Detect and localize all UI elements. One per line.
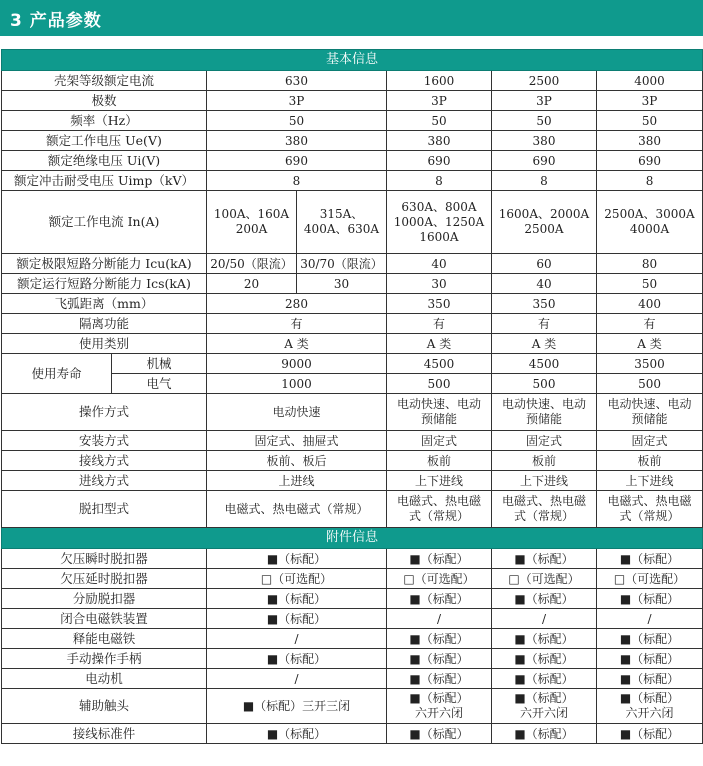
table-row bbox=[2, 354, 703, 374]
cell-line: 预储能 bbox=[631, 412, 668, 426]
table-cell: / bbox=[492, 609, 597, 629]
table-cell: ■（标配） bbox=[387, 669, 492, 689]
cell-line: 1600A、2000A bbox=[498, 207, 590, 221]
row-label: 飞弧距离（mm） bbox=[2, 294, 207, 314]
table-cell: □（可选配） bbox=[597, 569, 703, 589]
table-cell: 8 bbox=[387, 171, 492, 191]
table-cell: 20/50（限流） bbox=[207, 254, 297, 274]
table-cell: 30 bbox=[387, 274, 492, 294]
table-cell: ■（标配） bbox=[387, 649, 492, 669]
row-label: 接线方式 bbox=[2, 451, 207, 471]
section-basic-title: 基本信息 bbox=[2, 50, 703, 71]
cell-line: 六开六闭 bbox=[414, 706, 463, 720]
section-title: 3 产品参数 bbox=[10, 11, 102, 31]
table-cell: / bbox=[207, 669, 387, 689]
row-sublabel: 电气 bbox=[112, 374, 207, 394]
cell-line: 预储能 bbox=[420, 412, 457, 426]
table-row bbox=[2, 471, 703, 491]
cell-line: 315A、 bbox=[319, 207, 364, 221]
table-cell: 电动快速 bbox=[207, 394, 387, 431]
table-cell bbox=[492, 191, 597, 254]
row-label: 隔离功能 bbox=[2, 314, 207, 334]
row-label: 脱扣型式 bbox=[2, 491, 207, 528]
table-cell bbox=[597, 689, 703, 724]
table-cell: ■（标配） bbox=[207, 589, 387, 609]
row-label: 极数 bbox=[2, 91, 207, 111]
cell-line: 式（常规） bbox=[408, 509, 469, 523]
cell-line: 电磁式、热电磁 bbox=[396, 494, 481, 508]
table-cell: □（可选配） bbox=[207, 569, 387, 589]
table-cell: 500 bbox=[492, 374, 597, 394]
table-cell: ■（标配）三开三闭 bbox=[207, 689, 387, 724]
table-cell: 690 bbox=[207, 151, 387, 171]
table-cell: ■（标配） bbox=[387, 629, 492, 649]
table-cell: 50 bbox=[597, 111, 703, 131]
table-cell: A 类 bbox=[387, 334, 492, 354]
table-cell bbox=[597, 394, 703, 431]
table-cell: 60 bbox=[492, 254, 597, 274]
row-label: 接线标准件 bbox=[2, 724, 207, 744]
table-cell: 380 bbox=[597, 131, 703, 151]
table-cell: 30 bbox=[297, 274, 387, 294]
table-cell: 板前 bbox=[492, 451, 597, 471]
cell-line: 2500A、3000A bbox=[604, 207, 695, 221]
table-cell: 固定式 bbox=[387, 431, 492, 451]
table-cell: 80 bbox=[597, 254, 703, 274]
section-row-accessory bbox=[2, 528, 703, 549]
table-row bbox=[2, 609, 703, 629]
cell-line: 2500A bbox=[524, 222, 564, 236]
table-cell: 380 bbox=[492, 131, 597, 151]
table-cell: 有 bbox=[492, 314, 597, 334]
table-row bbox=[2, 569, 703, 589]
table-cell: 30/70（限流） bbox=[297, 254, 387, 274]
table-cell: 690 bbox=[387, 151, 492, 171]
row-label: 使用类别 bbox=[2, 334, 207, 354]
table-cell: 3500 bbox=[597, 354, 703, 374]
table-row bbox=[2, 91, 703, 111]
row-label: 安装方式 bbox=[2, 431, 207, 451]
row-label: 额定绝缘电压 Ui(V) bbox=[2, 151, 207, 171]
table-cell: 20 bbox=[207, 274, 297, 294]
cell-line: 预储能 bbox=[525, 412, 562, 426]
cell-line: 式（常规） bbox=[513, 509, 574, 523]
table-cell: 有 bbox=[207, 314, 387, 334]
section-accessory-title: 附件信息 bbox=[2, 528, 703, 549]
table-cell: 8 bbox=[207, 171, 387, 191]
cell-line: 电磁式、热电磁 bbox=[501, 494, 586, 508]
table-cell: ■（标配） bbox=[597, 669, 703, 689]
row-label: 使用寿命 bbox=[2, 354, 112, 394]
table-cell: 380 bbox=[387, 131, 492, 151]
table-row bbox=[2, 274, 703, 294]
table-cell: 2500 bbox=[492, 71, 597, 91]
table-cell: 1600 bbox=[387, 71, 492, 91]
table-cell: 8 bbox=[597, 171, 703, 191]
row-label: 释能电磁铁 bbox=[2, 629, 207, 649]
table-row bbox=[2, 171, 703, 191]
cell-line: 电动快速、电动 bbox=[396, 397, 481, 411]
table-cell: 4000 bbox=[597, 71, 703, 91]
table-cell: 板前 bbox=[597, 451, 703, 471]
table-cell bbox=[387, 394, 492, 431]
table-cell bbox=[387, 689, 492, 724]
table-cell: ■（标配） bbox=[387, 549, 492, 569]
table-cell: ■（标配） bbox=[207, 724, 387, 744]
table-row bbox=[2, 629, 703, 649]
cell-line: 六开六闭 bbox=[625, 706, 674, 720]
table-cell: ■（标配） bbox=[492, 589, 597, 609]
cell-line: ■（标配） bbox=[514, 691, 574, 705]
table-cell: 380 bbox=[207, 131, 387, 151]
table-cell bbox=[597, 191, 703, 254]
row-label: 手动操作手柄 bbox=[2, 649, 207, 669]
table-cell: 40 bbox=[387, 254, 492, 274]
row-label: 额定工作电压 Ue(V) bbox=[2, 131, 207, 151]
table-cell: ■（标配） bbox=[387, 724, 492, 744]
cell-line: ■（标配） bbox=[619, 691, 680, 705]
row-label: 闭合电磁铁装置 bbox=[2, 609, 207, 629]
table-row bbox=[2, 724, 703, 744]
table-row bbox=[2, 314, 703, 334]
table-cell: 3P bbox=[492, 91, 597, 111]
table-cell: ■（标配） bbox=[387, 589, 492, 609]
table-cell: A 类 bbox=[597, 334, 703, 354]
table-cell: 9000 bbox=[207, 354, 387, 374]
table-row bbox=[2, 131, 703, 151]
cell-line: 1000A、1250A bbox=[393, 214, 485, 229]
table-row bbox=[2, 649, 703, 669]
table-cell: A 类 bbox=[207, 334, 387, 354]
table-cell: ■（标配） bbox=[492, 649, 597, 669]
table-cell: 500 bbox=[387, 374, 492, 394]
table-cell: 350 bbox=[387, 294, 492, 314]
product-parameters-table bbox=[1, 49, 703, 744]
table-cell: 3P bbox=[207, 91, 387, 111]
cell-line: 400A、630A bbox=[303, 222, 380, 236]
table-row bbox=[2, 394, 703, 431]
cell-line: 200A bbox=[235, 222, 268, 236]
row-label: 欠压瞬时脱扣器 bbox=[2, 549, 207, 569]
table-cell: 630 bbox=[207, 71, 387, 91]
cell-line: 1600A bbox=[419, 229, 459, 244]
row-label: 额定极限短路分断能力 Icu(kA) bbox=[2, 254, 207, 274]
table-cell: 3P bbox=[387, 91, 492, 111]
table-cell: 4500 bbox=[387, 354, 492, 374]
table-cell bbox=[207, 191, 297, 254]
cell-line: 100A、160A bbox=[213, 207, 290, 221]
row-sublabel: 机械 bbox=[112, 354, 207, 374]
row-label: 额定冲击耐受电压 Uimp（kV） bbox=[2, 171, 207, 191]
table-cell bbox=[387, 191, 492, 254]
table-cell: 固定式、抽屉式 bbox=[207, 431, 387, 451]
table-row bbox=[2, 549, 703, 569]
row-label: 辅助触头 bbox=[2, 689, 207, 724]
table-cell: 50 bbox=[492, 111, 597, 131]
table-cell: / bbox=[387, 609, 492, 629]
table-row bbox=[2, 151, 703, 171]
table-cell: 50 bbox=[387, 111, 492, 131]
row-label: 欠压延时脱扣器 bbox=[2, 569, 207, 589]
table-row bbox=[2, 689, 703, 724]
table-row bbox=[2, 111, 703, 131]
table-cell: ■（标配） bbox=[207, 609, 387, 629]
table-row bbox=[2, 431, 703, 451]
table-cell: 350 bbox=[492, 294, 597, 314]
table-row bbox=[2, 254, 703, 274]
table-cell: ■（标配） bbox=[492, 669, 597, 689]
table-cell: 50 bbox=[207, 111, 387, 131]
table-cell: ■（标配） bbox=[207, 549, 387, 569]
table-cell bbox=[297, 191, 387, 254]
table-cell: □（可选配） bbox=[387, 569, 492, 589]
table-cell: 上下进线 bbox=[387, 471, 492, 491]
table-cell bbox=[492, 394, 597, 431]
table-cell: ■（标配） bbox=[207, 649, 387, 669]
table-cell: 40 bbox=[492, 274, 597, 294]
section-row-basic bbox=[2, 50, 703, 71]
table-cell: 有 bbox=[597, 314, 703, 334]
table-cell: ■（标配） bbox=[597, 724, 703, 744]
table-row bbox=[2, 589, 703, 609]
cell-line: 4000A bbox=[629, 222, 670, 236]
cell-line: 式（常规） bbox=[619, 509, 680, 523]
cell-line: ■（标配） bbox=[409, 691, 469, 705]
row-label: 壳架等级额定电流 bbox=[2, 71, 207, 91]
table-cell: 1000 bbox=[207, 374, 387, 394]
table-cell: □（可选配） bbox=[492, 569, 597, 589]
table-cell bbox=[597, 491, 703, 528]
table-cell: 有 bbox=[387, 314, 492, 334]
row-label: 进线方式 bbox=[2, 471, 207, 491]
table-cell: 上下进线 bbox=[492, 471, 597, 491]
table-row bbox=[2, 294, 703, 314]
table-cell: 固定式 bbox=[597, 431, 703, 451]
row-label: 额定运行短路分断能力 Ics(kA) bbox=[2, 274, 207, 294]
table-cell: ■（标配） bbox=[597, 549, 703, 569]
table-cell: ■（标配） bbox=[492, 549, 597, 569]
table-cell: ■（标配） bbox=[492, 629, 597, 649]
table-cell: 500 bbox=[597, 374, 703, 394]
table-cell: 50 bbox=[597, 274, 703, 294]
table-cell: 电磁式、热电磁式（常规） bbox=[207, 491, 387, 528]
row-label: 频率（Hz） bbox=[2, 111, 207, 131]
row-label: 分励脱扣器 bbox=[2, 589, 207, 609]
table-cell bbox=[492, 491, 597, 528]
cell-line: 电动快速、电动 bbox=[501, 397, 586, 411]
table-row bbox=[2, 191, 703, 254]
table-cell: 上下进线 bbox=[597, 471, 703, 491]
table-cell: 690 bbox=[492, 151, 597, 171]
cell-line: 电磁式、热电磁 bbox=[607, 494, 692, 508]
table-cell: 4500 bbox=[492, 354, 597, 374]
table-cell: 690 bbox=[597, 151, 703, 171]
table-cell: / bbox=[207, 629, 387, 649]
table-cell: / bbox=[597, 609, 703, 629]
table-cell: 固定式 bbox=[492, 431, 597, 451]
table-row bbox=[2, 451, 703, 471]
cell-line: 六开六闭 bbox=[519, 706, 568, 720]
table-cell: ■（标配） bbox=[597, 589, 703, 609]
cell-line: 630A、800A bbox=[401, 199, 477, 214]
table-cell: 板前 bbox=[387, 451, 492, 471]
table-cell: 3P bbox=[597, 91, 703, 111]
table-cell: 板前、板后 bbox=[207, 451, 387, 471]
table-cell: 400 bbox=[597, 294, 703, 314]
table-row bbox=[2, 71, 703, 91]
table-cell: A 类 bbox=[492, 334, 597, 354]
table-row bbox=[2, 669, 703, 689]
table-cell: ■（标配） bbox=[597, 629, 703, 649]
table-cell bbox=[492, 689, 597, 724]
table-cell: ■（标配） bbox=[492, 724, 597, 744]
table-cell: 280 bbox=[207, 294, 387, 314]
row-label: 操作方式 bbox=[2, 394, 207, 431]
table-cell: 上进线 bbox=[207, 471, 387, 491]
section-header bbox=[0, 0, 703, 36]
table-cell: 8 bbox=[492, 171, 597, 191]
table-row bbox=[2, 334, 703, 354]
row-label: 额定工作电流 In(A) bbox=[2, 191, 207, 254]
row-label: 电动机 bbox=[2, 669, 207, 689]
table-cell bbox=[387, 491, 492, 528]
table-row bbox=[2, 491, 703, 528]
cell-line: 电动快速、电动 bbox=[607, 397, 692, 411]
table-cell: ■（标配） bbox=[597, 649, 703, 669]
